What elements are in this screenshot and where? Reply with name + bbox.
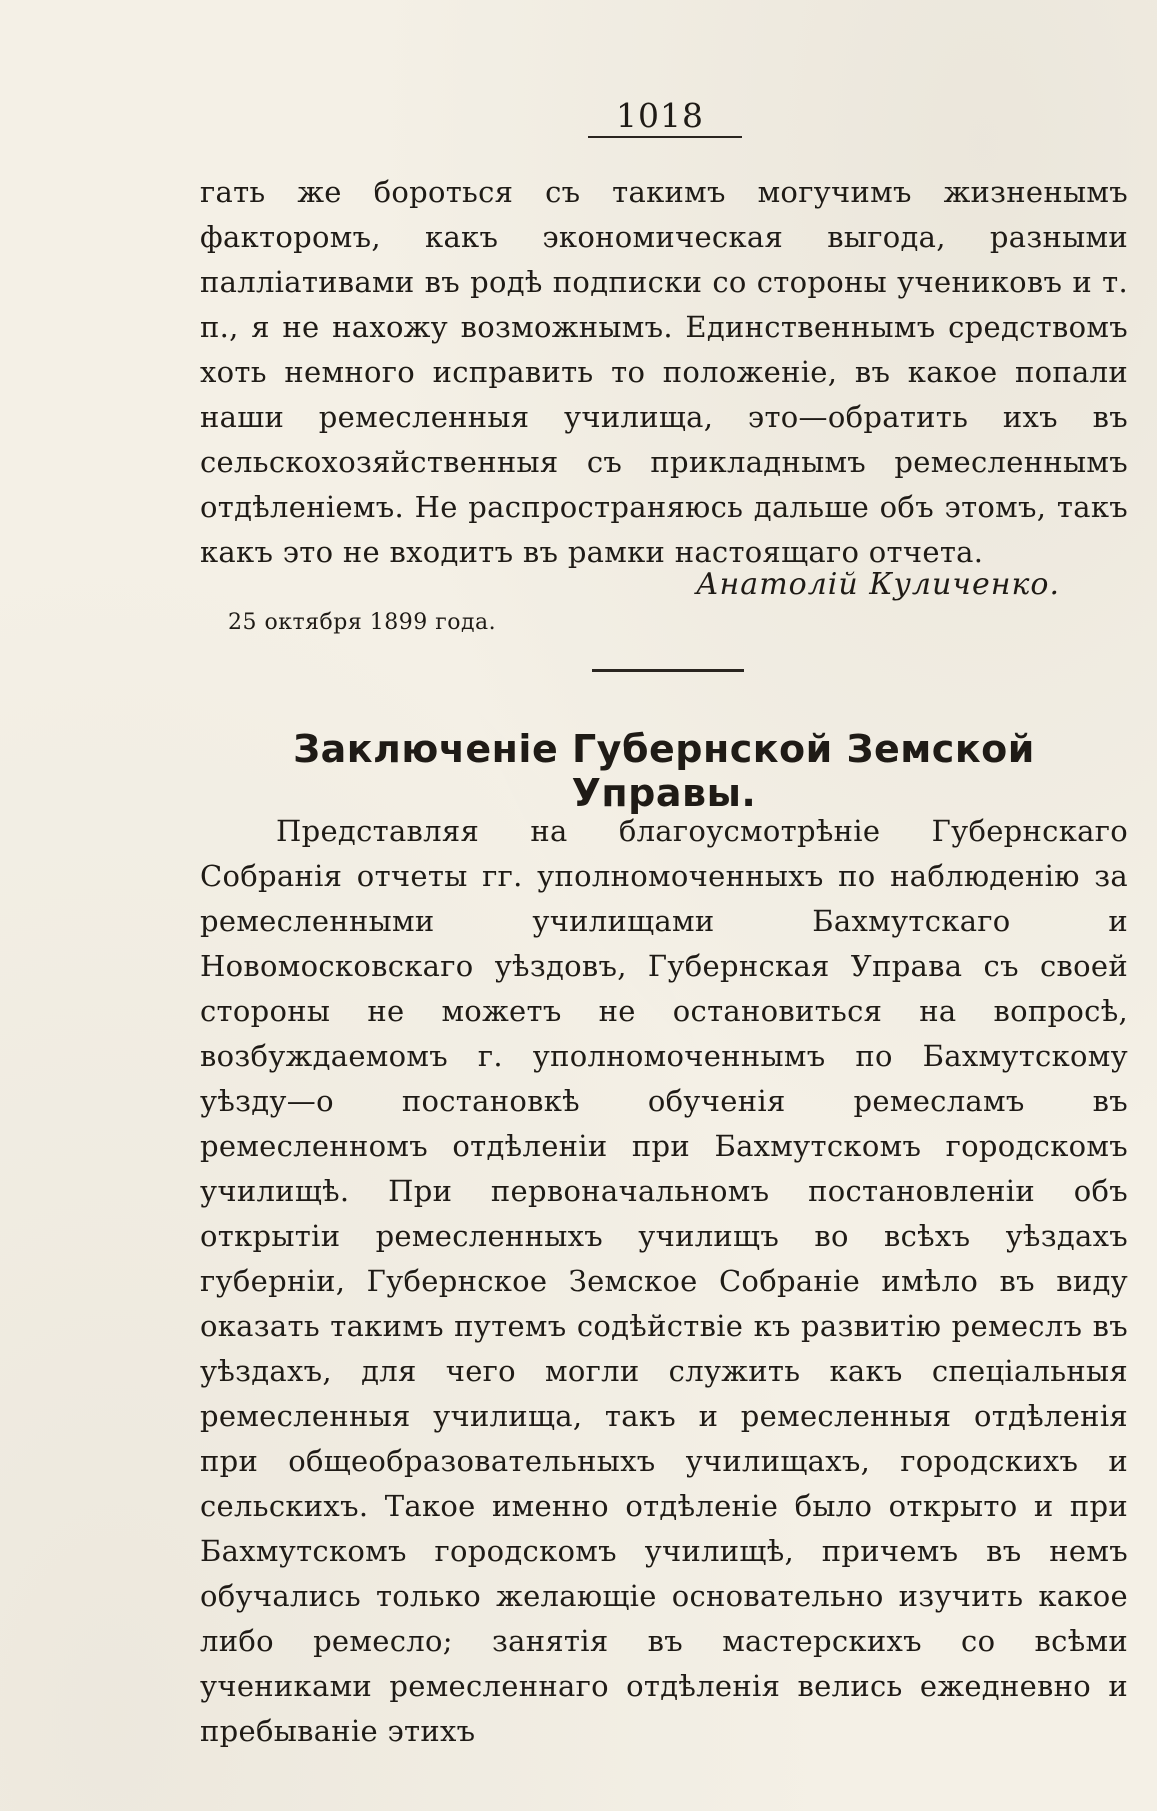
section-divider (592, 669, 744, 672)
section-heading: Заключенiе Губернской Земской Управы. (293, 727, 1035, 815)
page-number-rule (588, 136, 742, 138)
board-conclusion-text (200, 809, 1128, 1754)
author-signature: Анатолiй Куличенко. (695, 567, 1060, 602)
page-number: 1018 (616, 96, 704, 135)
paragraph: Представляя на благоусмотрѣнiе Губернскаго Собранiя отчеты гг. уполномоченныхъ по наблюденiю за ремесленными училищами Бахмутскаго и Новомосковскаго уѣздовъ, Губернская Управа съ своей стороны не можетъ не остановиться на вопросѣ, возбуждаемомъ г. уполномоченнымъ по Бахмутскому уѣзду—о постановкѣ обученiя ремесламъ въ ремесленномъ отдѣленiи при Бахмутскомъ городскомъ училищѣ. При первоначальномъ постановленiи объ открытiи ремесленныхъ училищъ во всѣхъ уѣздахъ губернiи, Губернское Земское Собранiе имѣло въ виду оказать такимъ путемъ содѣйствiе къ развитiю ремеслъ въ уѣздахъ, для чего могли служить какъ спецiальныя ремесленныя училища, такъ и ремесленныя отдѣленiя при общеобразовательныхъ училищахъ, городскихъ и сельскихъ. Такое именно отдѣленiе было открыто и при Бахмутскомъ городскомъ училищѣ, причемъ въ немъ обучались только желающiе основательно изучить какое либо ремесло; занятiя въ мастерскихъ со всѣми учениками ремесленнаго отдѣленiя велись ежедневно и пребыванiе этихъ (200, 814, 1128, 1748)
report-date: 25 октября 1899 года. (228, 610, 497, 635)
paragraph: гать же бороться съ такимъ могучимъ жизненымъ факторомъ, какъ экономическая выгода, разными паллiативами въ родѣ подписки со стороны учениковъ и т. п., я не нахожу возможнымъ. Единственнымъ средствомъ хоть немного исправить то положенiе, въ какое попали наши ремесленныя училища, это—обратить ихъ въ сельскохозяйственныя съ прикладнымъ ремесленнымъ отдѣленiемъ. Не распространяюсь дальше объ этомъ, такъ какъ это не входитъ въ рамки настоящаго отчета. (200, 175, 1128, 569)
report-conclusion-text (200, 170, 1128, 575)
